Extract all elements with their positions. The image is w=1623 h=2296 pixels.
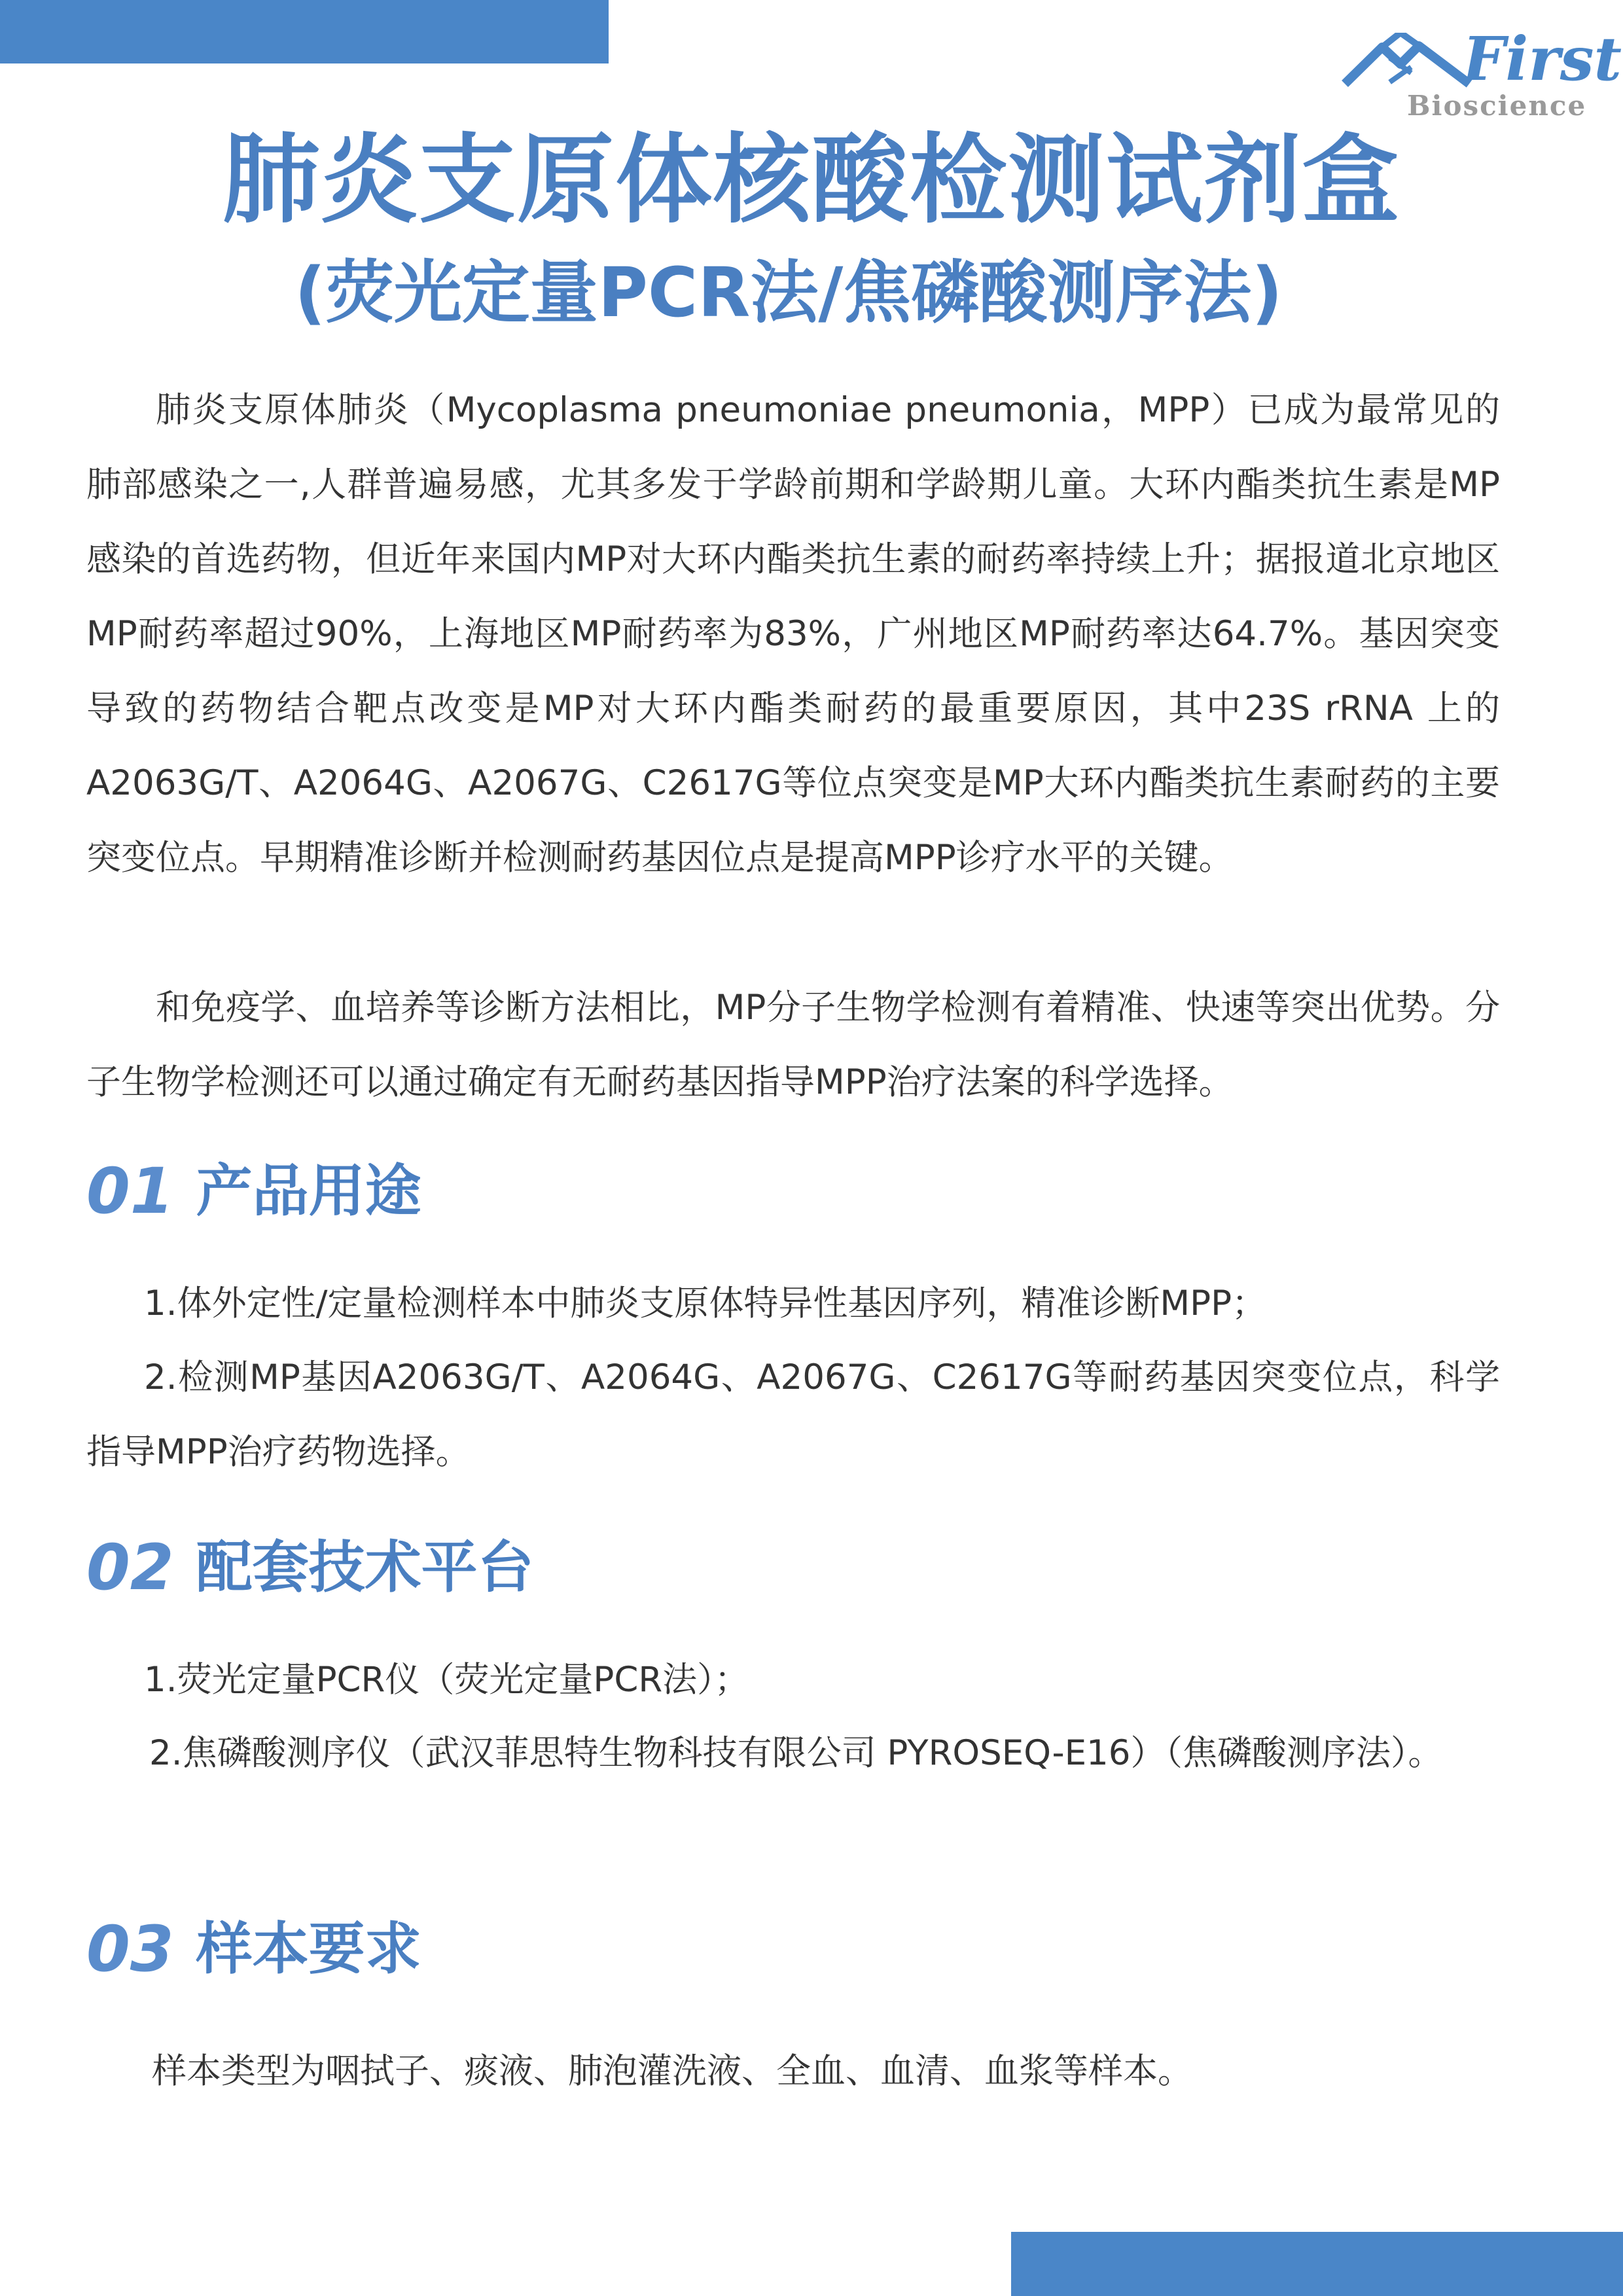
brand-logo <box>1342 24 1622 124</box>
section-number: 01 <box>86 1155 174 1228</box>
page-title: 肺炎支原体核酸检测试剂盒 <box>223 124 1400 236</box>
section-heading-platform <box>86 1528 534 1607</box>
intro-paragraph-2: 和免疫学、血培养等诊断方法相比，MP分子生物学检测有着精准、快速等突出优势。分子生物学检测还可以通过确定有无耐药基因指导MPP治疗法案的科学选择。 <box>86 988 1500 1102</box>
section-heading-usage <box>86 1152 421 1230</box>
section-number: 03 <box>86 1912 174 1986</box>
list-item: 样本类型为咽拭子、痰液、肺泡灌洗液、全血、血清、血浆等样本。 <box>152 2051 1192 2091</box>
list-item: 1.荧光定量PCR仪（荧光定量PCR法）； <box>144 1660 749 1700</box>
section-heading-samples <box>86 1910 421 1988</box>
top-accent-bar <box>0 0 609 63</box>
section-title: 配套技术平台 <box>196 1535 534 1600</box>
section-title: 产品用途 <box>196 1158 421 1224</box>
logo-wordmark: First <box>1463 24 1622 94</box>
list-item: 2.检测MP基因A2063G/T、A2064G、A2067G、C2617G等耐药基因突变位点，科学指导MPP治疗药物选择。 <box>86 1357 1500 1472</box>
logo-subtitle: Bioscience <box>1407 90 1587 122</box>
list-item: 1.体外定性/定量检测样本中肺炎支原体特异性基因序列，精准诊断MPP； <box>144 1283 1267 1323</box>
logo-mark-icon <box>1342 33 1472 92</box>
section-title: 样本要求 <box>196 1916 421 1982</box>
bottom-accent-bar <box>1011 2232 1623 2296</box>
intro-paragraph-1: 肺炎支原体肺炎（Mycoplasma pneumoniae pneumonia，MPP）已成为最常见的肺部感染之一,人群普遍易感，尤其多发于学龄前期和学龄期儿童。大环内酯类抗生素是MP感染的首选药物，但近年来国内MP对大环内酯类抗生素的耐药率持续上升；据报道北京地区MP耐药率超过90%，上海地区MP耐药率为83%，广州地区MP耐药率达64.7%。基因突变导致的药物结合靶点改变是MP对大环内酯类耐药的最重要原因，其中23S rRNA 上的A2063G/T、A2064G、A2067G、C2617G等位点突变是MP大环内酯类抗生素耐药的主要突变位点。早期精准诊断并检测耐药基因位点是提高MPP诊疗水平的关键。 <box>86 390 1500 878</box>
section-number: 02 <box>86 1531 174 1604</box>
list-item: 2.焦磷酸测序仪（武汉菲思特生物科技有限公司 PYROSEQ-E16）（焦磷酸测序法）。 <box>149 1733 1443 1773</box>
page-subtitle: (荧光定量PCR法/焦磷酸测序法) <box>294 253 1283 332</box>
